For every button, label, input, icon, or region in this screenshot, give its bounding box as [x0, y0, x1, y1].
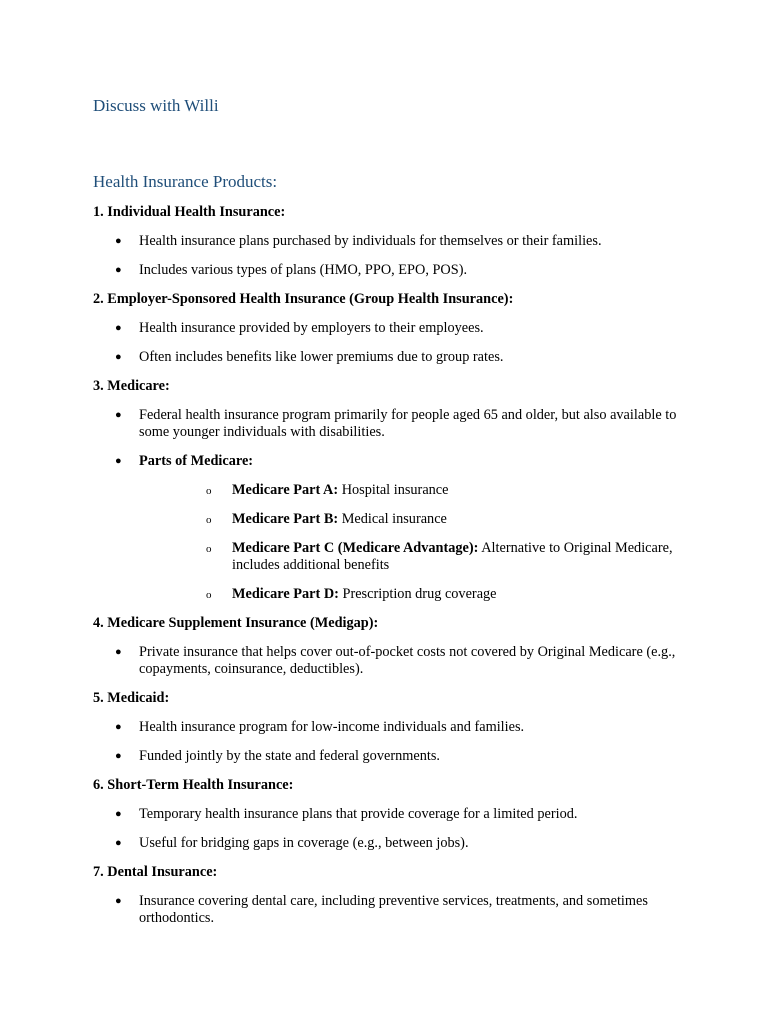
list-item: [93, 893, 693, 927]
list-item-text: Temporary health insurance plans that provide coverage for a limited period.: [139, 806, 578, 822]
part-name: Medicare Part B:: [232, 511, 339, 527]
list-item-text: Health insurance provided by employers to their employees.: [139, 320, 484, 336]
circle-bullet-icon: o: [206, 589, 212, 601]
product-heading: 6. Short-Term Health Insurance:: [93, 777, 294, 793]
sub-list-item: [139, 482, 693, 499]
bullet-list: [93, 719, 693, 765]
bullet-icon: ●: [115, 837, 122, 849]
circle-bullet-icon: o: [206, 514, 212, 526]
bullet-icon: ●: [115, 895, 122, 907]
bullet-icon: ●: [115, 322, 122, 334]
product-heading: 2. Employer-Sponsored Health Insurance (Group Health Insurance):: [93, 291, 514, 307]
sub-list-item: [139, 540, 693, 574]
product-medigap: [93, 615, 693, 678]
list-item: [93, 407, 693, 441]
section-title: Health Insurance Products:: [93, 172, 278, 191]
bullet-icon: ●: [115, 409, 122, 421]
bullet-list: [93, 320, 693, 366]
bullet-icon: ●: [115, 808, 122, 820]
product-medicare: [93, 378, 693, 603]
document-page: [93, 96, 693, 927]
list-item: [93, 835, 693, 852]
product-employer-sponsored: [93, 291, 693, 366]
list-item: [93, 453, 693, 603]
bullet-list: [93, 233, 693, 279]
bullet-list: [93, 407, 693, 603]
bullet-icon: ●: [115, 750, 122, 762]
list-item-text: Private insurance that helps cover out-of-pocket costs not covered by Original Medicare (e.g., copayments, coinsurance, deductibles).: [139, 644, 676, 677]
product-heading: 4. Medicare Supplement Insurance (Medigap):: [93, 615, 379, 631]
list-item: [93, 320, 693, 337]
list-item-text: Insurance covering dental care, including preventive services, treatments, and sometimes orthodontics.: [139, 893, 648, 926]
list-item-text: Health insurance plans purchased by individuals for themselves or their families.: [139, 233, 602, 249]
list-item-text: Health insurance program for low-income individuals and families.: [139, 719, 525, 735]
bullet-icon: ●: [115, 646, 122, 658]
list-item-text: Federal health insurance program primarily for people aged 65 and older, but also available to some younger individuals with disabilities.: [139, 407, 677, 440]
list-item-text: Includes various types of plans (HMO, PPO, EPO, POS).: [139, 262, 468, 278]
product-heading: 3. Medicare:: [93, 378, 170, 394]
bullet-icon: ●: [115, 351, 122, 363]
list-item-text: Often includes benefits like lower premiums due to group rates.: [139, 349, 504, 365]
part-desc: Hospital insurance: [338, 482, 449, 498]
document-title: Discuss with Willi: [93, 96, 219, 115]
product-short-term: [93, 777, 693, 852]
bullet-list: [93, 806, 693, 852]
part-desc: Medical insurance: [338, 511, 447, 527]
list-item-text: Funded jointly by the state and federal governments.: [139, 748, 440, 764]
parts-label: Parts of Medicare:: [139, 453, 254, 469]
sub-list-item: [139, 511, 693, 528]
product-heading: 7. Dental Insurance:: [93, 864, 218, 880]
circle-bullet-icon: o: [206, 485, 212, 497]
bullet-icon: ●: [115, 721, 122, 733]
product-heading: 1. Individual Health Insurance:: [93, 204, 286, 220]
list-item: [93, 748, 693, 765]
bullet-icon: ●: [115, 455, 122, 467]
product-medicaid: [93, 690, 693, 765]
list-item-text: Useful for bridging gaps in coverage (e.g., between jobs).: [139, 835, 469, 851]
list-item: [93, 806, 693, 823]
part-desc: Prescription drug coverage: [338, 586, 497, 602]
bullet-icon: ●: [115, 235, 122, 247]
list-item: [93, 349, 693, 366]
product-individual: [93, 204, 693, 279]
circle-bullet-icon: o: [206, 543, 212, 555]
bullet-list: [93, 644, 693, 678]
part-name: Medicare Part C (Medicare Advantage):: [232, 540, 479, 556]
part-name: Medicare Part A:: [232, 482, 339, 498]
list-item: [93, 233, 693, 250]
bullet-icon: ●: [115, 264, 122, 276]
part-desc: Alternative to Original Medicare, includes additional benefits: [232, 540, 673, 573]
list-item: [93, 644, 693, 678]
product-dental: [93, 864, 693, 927]
sub-bullet-list: [139, 482, 693, 603]
list-item: [93, 262, 693, 279]
bullet-list: [93, 893, 693, 927]
list-item: [93, 719, 693, 736]
sub-list-item: [139, 586, 693, 603]
product-heading: 5. Medicaid:: [93, 690, 170, 706]
part-name: Medicare Part D:: [232, 586, 339, 602]
